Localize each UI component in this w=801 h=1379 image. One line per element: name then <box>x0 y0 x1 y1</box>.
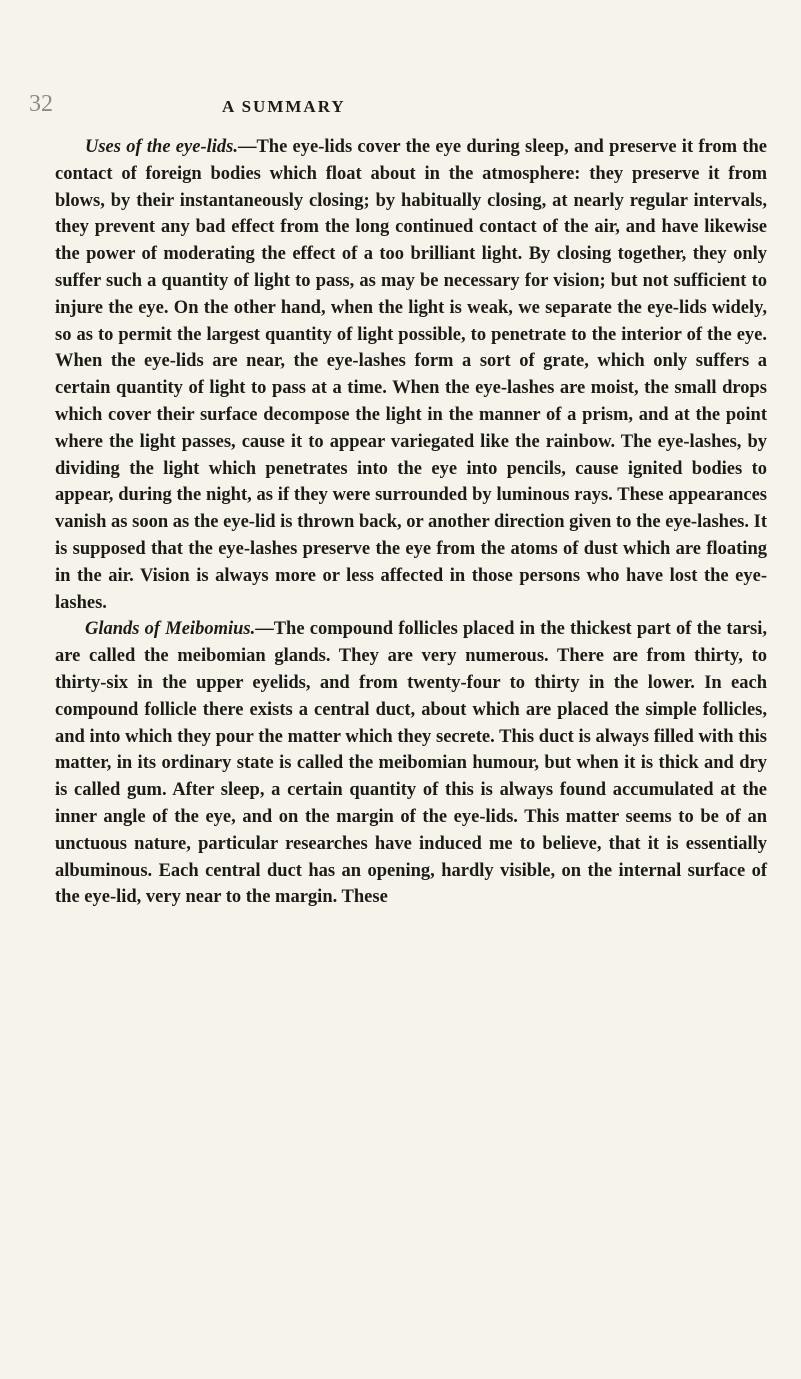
paragraph-meibomius <box>55 616 767 911</box>
running-head <box>0 91 801 121</box>
running-title: A SUMMARY <box>222 97 346 116</box>
body-text <box>55 134 767 911</box>
paragraph-eye-lids <box>55 134 767 616</box>
page-number: 32 <box>29 91 53 117</box>
paragraph-body: —The compound follicles placed in the thickest part of the tarsi, are called the meibomian glands. They are very numerous. There are from thirty, to thirty-six in the upper eyelids, and from twenty-four to thirty in the lower. In each compound follicle there exists a central duct, about which are placed the simple follicles, and into which they pour the matter which they secrete. This duct is always filled with this matter, in its ordinary state is called the meibomian humour, but when it is thick and dry is called gum. After sleep, a certain quantity of this is always found accumulated at the inner angle of the eye, and on the margin of the eye-lids. This matter seems to be of an unctuous nature, particular researches have induced me to believe, that it is essentially albuminous. Each central duct has an opening, hardly visible, on the internal surface of the eye-lid, very near to the margin. These <box>55 619 767 908</box>
paragraph-body: —The eye-lids cover the eye during sleep, and preserve it from the contact of foreign bodies which float about in the atmosphere: they preserve it from blows, by their instantaneously closing; by habitually closing, at nearly regular intervals, they prevent any bad effect from the long continued contact of the air, and have likewise the power of moderating the effect of a too brilliant light. By closing together, they only suffer such a quantity of light to pass, as may be necessary for vision; but not sufficient to injure the eye. On the other hand, when the light is weak, we separate the eye-lids widely, so as to permit the largest quantity of light possible, to penetrate to the interior of the eye. When the eye-lids are near, the eye-lashes form a sort of grate, which only suffers a certain quantity of light to pass at a time. When the eye-lashes are moist, the small drops which cover their surface decompose the light in the manner of a prism, and at the point where the light passes, cause it to appear variegated like the rainbow. The eye-lashes, by dividing the light which penetrates into the eye into pencils, cause ignited bodies to appear, during the night, as if they were surrounded by luminous rays. These appearances vanish as soon as the eye-lid is thrown back, or another direction given to the eye-lashes. It is supposed that the eye-lashes preserve the eye from the atoms of dust which are floating in the air. Vision is always more or less affected in those persons who have lost the eye-lashes. <box>55 137 767 613</box>
paragraph-lead: Uses of the eye-lids. <box>85 137 238 157</box>
paragraph-lead: Glands of Meibomius. <box>85 619 256 640</box>
